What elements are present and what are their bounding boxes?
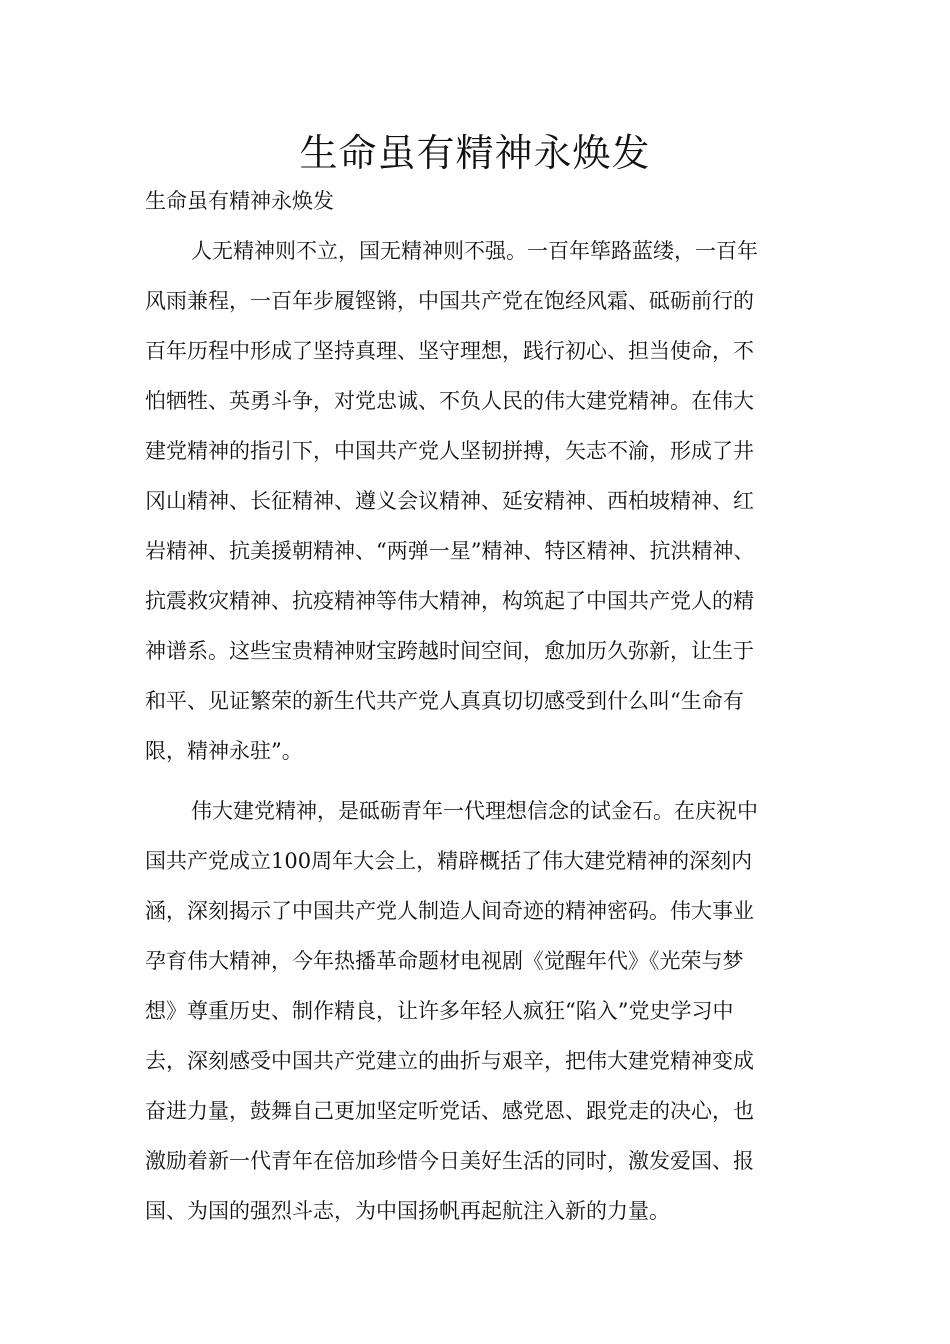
paragraph-line: 孕育伟大精神，今年热播革命题材电视剧《觉醒年代》《光荣与梦 bbox=[145, 949, 744, 973]
paragraph-line: 国共产党成立100周年大会上，精辟概括了伟大建党精神的深刻内 bbox=[145, 849, 753, 873]
document-subtitle: 生命虽有精神永焕发 bbox=[145, 189, 334, 213]
paragraph-line: 岩精神、抗美援朝精神、“两弹一星”精神、特区精神、抗洪精神、 bbox=[145, 539, 755, 563]
paragraph-1 bbox=[145, 226, 805, 776]
paragraph-line: 人无精神则不立，国无精神则不强。一百年筚路蓝缕，一百年 bbox=[191, 239, 758, 263]
paragraph-line: 限，精神永驻”。 bbox=[145, 739, 303, 763]
paragraph-line: 激励着新一代青年在倍加珍惜今日美好生活的同时，激发爱国、报 bbox=[145, 1149, 754, 1173]
document-title: 生命虽有精神永焕发 bbox=[299, 131, 651, 175]
paragraph-line: 建党精神的指引下，中国共产党人坚韧拼搏，矢志不渝，形成了井 bbox=[145, 439, 754, 463]
paragraph-line: 抗震救灾精神、抗疫精神等伟大精神，构筑起了中国共产党人的精 bbox=[145, 589, 754, 613]
paragraph-line: 想》尊重历史、制作精良，让许多年轻人疯狂“陷入”党史学习中 bbox=[145, 999, 734, 1023]
paragraph-2 bbox=[145, 786, 805, 1236]
paragraph-line: 国、为国的强烈斗志，为中国扬帆再起航注入新的力量。 bbox=[145, 1199, 670, 1223]
paragraph-line: 伟大建党精神，是砥砺青年一代理想信念的试金石。在庆祝中 bbox=[191, 799, 758, 823]
paragraph-line: 涵，深刻揭示了中国共产党人制造人间奇迹的精神密码。伟大事业 bbox=[145, 899, 754, 923]
paragraph-line: 神谱系。这些宝贵精神财宝跨越时间空间，愈加历久弥新，让生于 bbox=[145, 639, 754, 663]
paragraph-line: 和平、见证繁荣的新生代共产党人真真切切感受到什么叫“生命有 bbox=[145, 689, 744, 713]
paragraph-line: 去，深刻感受中国共产党建立的曲折与艰辛，把伟大建党精神变成 bbox=[145, 1049, 754, 1073]
paragraph-line: 奋进力量，鼓舞自己更加坚定听党话、感党恩、跟党走的决心，也 bbox=[145, 1099, 754, 1123]
paragraph-line: 冈山精神、长征精神、遵义会议精神、延安精神、西柏坡精神、红 bbox=[145, 489, 754, 513]
paragraph-line: 百年历程中形成了坚持真理、坚守理想，践行初心、担当使命，不 bbox=[145, 339, 754, 363]
paragraph-line: 风雨兼程，一百年步履铿锵，中国共产党在饱经风霜、砥砺前行的 bbox=[145, 289, 754, 313]
paragraph-line: 怕牺牲、英勇斗争，对党忠诚、不负人民的伟大建党精神。在伟大 bbox=[145, 389, 754, 413]
